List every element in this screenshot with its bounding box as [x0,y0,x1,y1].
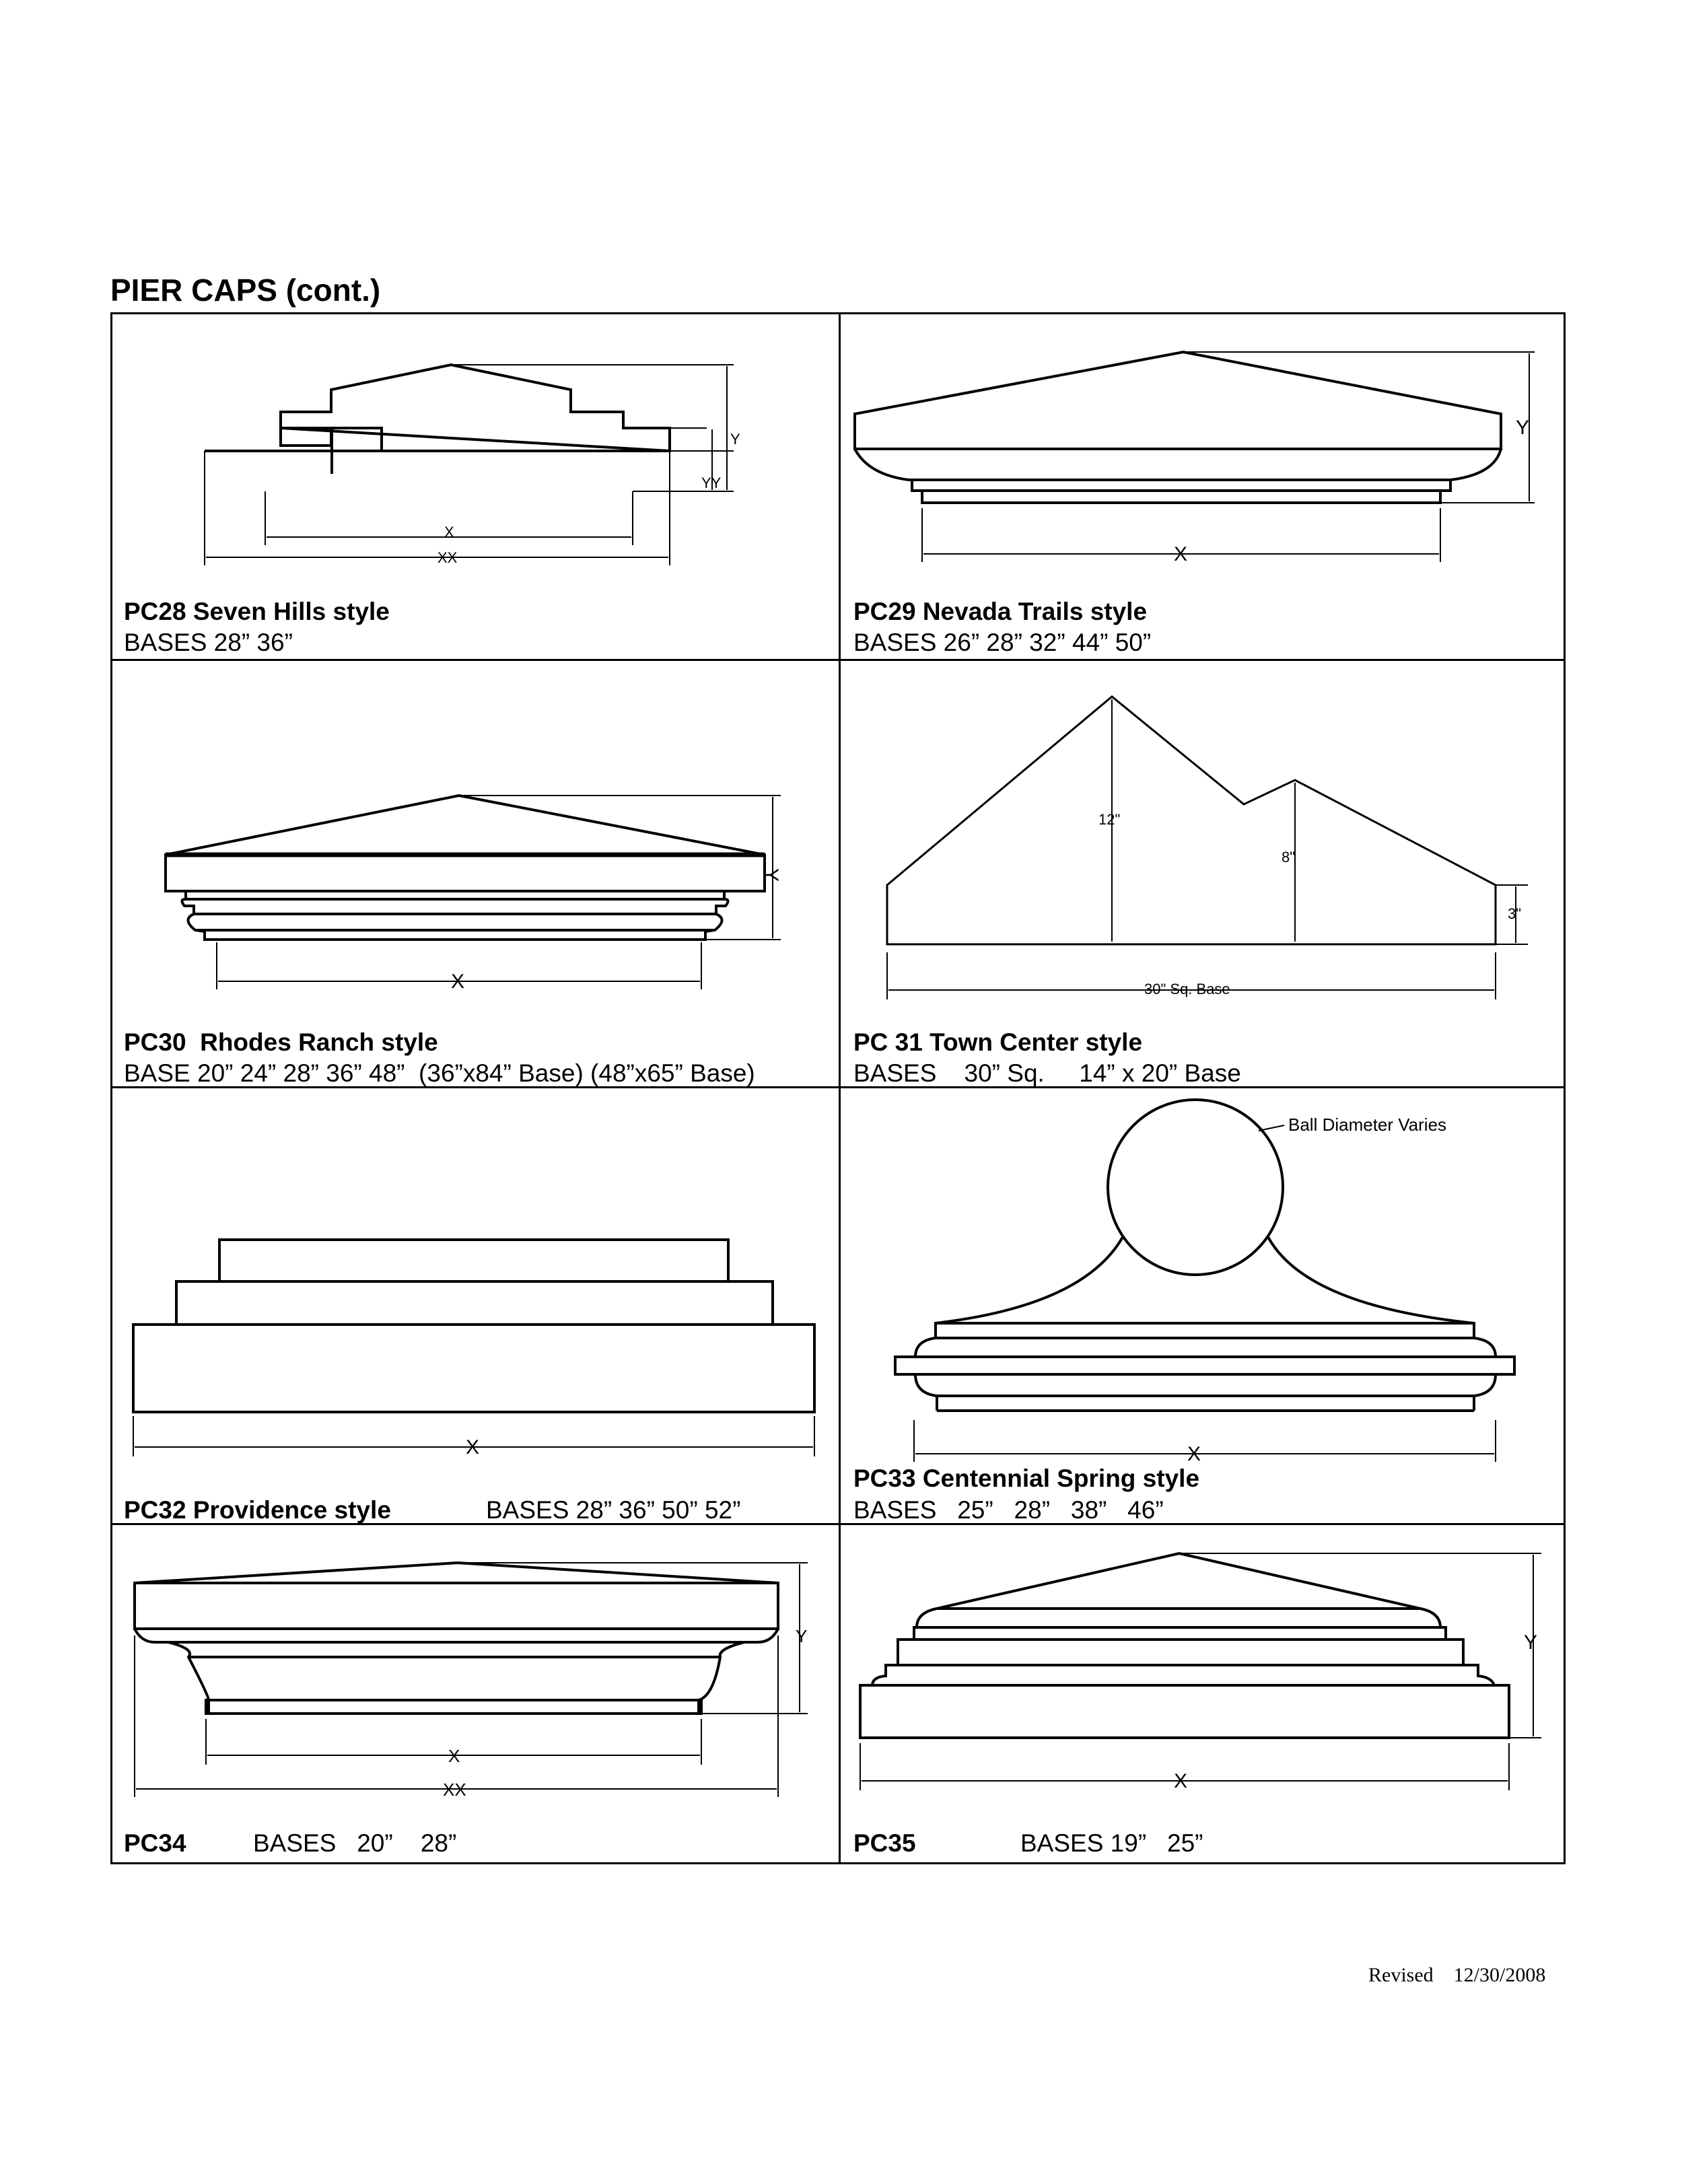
page-title: PIER CAPS (cont.) [110,273,381,308]
pc31-mid-label: 8" [1282,849,1296,866]
pc28-xx-label: XX [437,549,458,566]
pc31-base-label: 30" Sq. Base [1144,981,1230,997]
pc29-x-label: X [1174,543,1188,565]
pc33-bases: BASES 25” 28” 38” 46” [853,1496,1164,1524]
pc30-bases: BASE 20” 24” 28” 36” 48” (36”x84” Base) (48”x65” Base) [124,1059,755,1087]
pc34-drawing [128,1555,828,1804]
pc32-x-label: X [466,1436,480,1458]
pc30-name: PC30 Rhodes Ranch style [124,1028,438,1056]
pc28-bases: BASES 28” 36” [124,629,293,656]
pc32-drawing [128,1232,821,1460]
pc35-drawing [848,1541,1548,1810]
pc31-side-label: 3" [1508,905,1522,922]
pc29-y-label: Y [1516,417,1530,439]
table-divider-row-1 [110,659,1566,661]
pc31-bases: BASES 30” Sq. 14” x 20” Base [853,1059,1241,1087]
table-divider-vertical [839,312,841,1864]
pc29-drawing [848,340,1548,569]
pc34-name: PC34 [124,1829,186,1857]
pc32-bases: BASES 28” 36” 50” 52” [486,1496,741,1524]
pc32-name: PC32 Providence style [124,1496,391,1524]
pc34-bases: BASES 20” 28” [253,1829,457,1857]
pc34-y-label: Y [796,1626,808,1646]
revised-label: Revised [1368,1964,1434,1986]
pc31-name: PC 31 Town Center style [853,1028,1143,1056]
pc29-bases: BASES 26” 28” 32” 44” 50” [853,629,1152,656]
pc34-xx-label: XX [443,1780,466,1800]
pc35-y-label: Y [1524,1631,1538,1654]
pc29-name: PC29 Nevada Trails style [853,598,1148,625]
pc30-x-label: X [451,971,465,993]
pc31-drawing [875,690,1535,1010]
pc35-name: PC35 [853,1829,916,1857]
revision-note [1368,1964,1545,1987]
pc31-peak-label: 12" [1098,811,1121,828]
pc34-x-label: X [448,1746,460,1766]
pc30-drawing [155,787,801,996]
pc28-yy-label: YY [701,474,722,491]
pc33-name: PC33 Centennial Spring style [853,1465,1200,1492]
pc35-x-label: X [1174,1770,1188,1792]
pc28-drawing [195,357,761,572]
revised-date: 12/30/2008 [1453,1964,1546,1986]
pc28-y-label: Y [730,431,740,448]
pc33-ball-label: Ball Diameter Varies [1288,1115,1447,1135]
pc35-bases: BASES 19” 25” [1020,1829,1203,1857]
pc28-name: PC28 Seven Hills style [124,598,390,625]
pc33-drawing [882,1090,1548,1467]
pc30-y-label: Y [760,868,782,882]
pc28-x-label: X [444,524,454,540]
pc33-x-label: X [1187,1443,1201,1465]
